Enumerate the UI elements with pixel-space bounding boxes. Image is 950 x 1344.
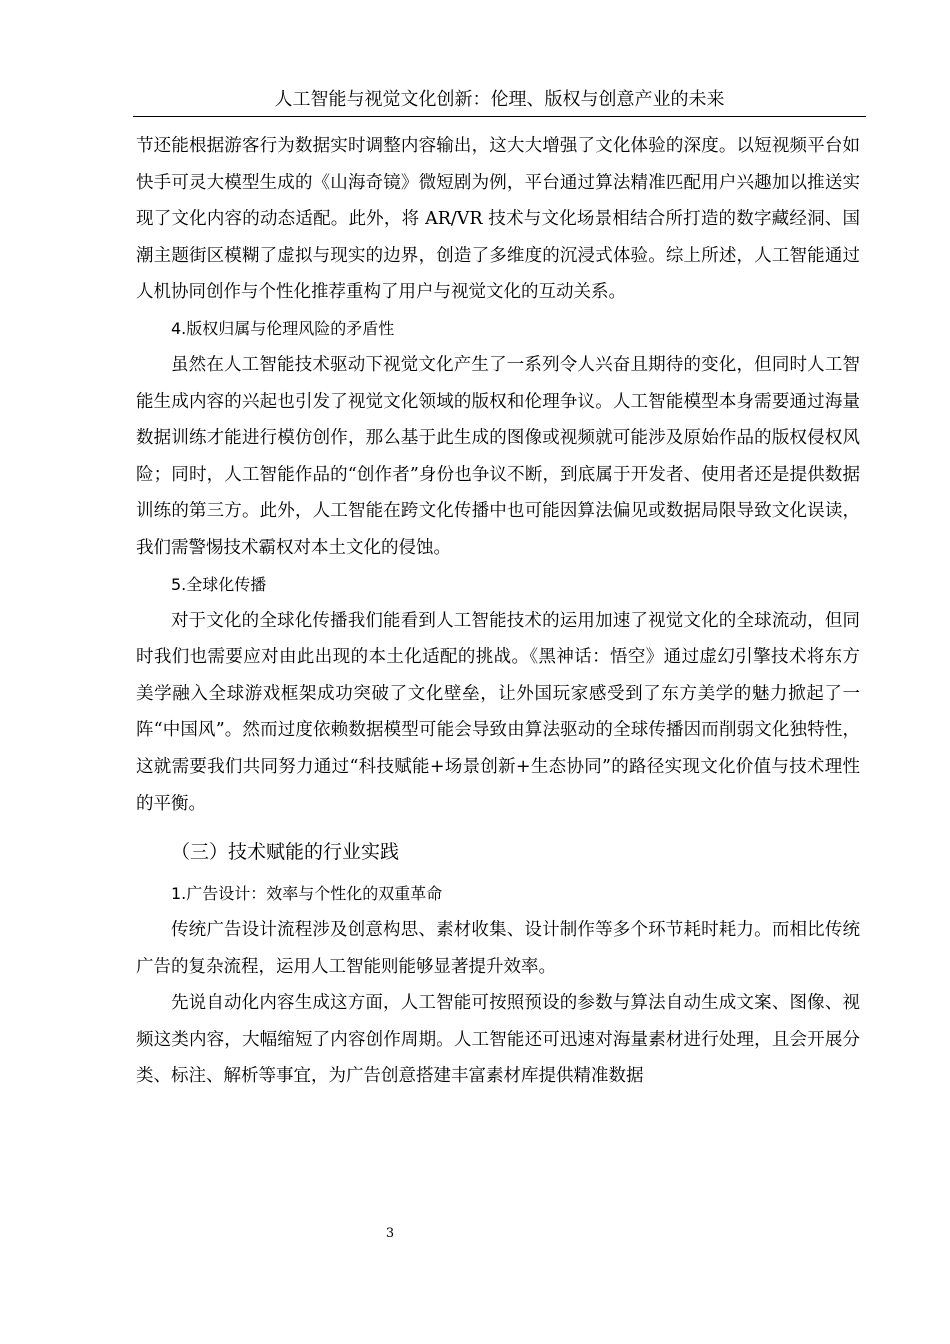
paragraph-continuation: 节还能根据游客行为数据实时调整内容输出，这大大增强了文化体验的深度。以短视频平台如快手可灵大模型生成的《山海奇镜》微短剧为例，平台通过算法精准匹配用户兴趣加以推送实现了文化内容的动态适配。此外，将 AR/VR 技术与文化场景相结合所打造的数字藏经洞、国潮主题街区模糊了虚拟与现实的边界，创造了多维度的沉浸式体验。综上所述，人工智能通过人机协同创作与个性化推荐重构了用户与视觉文化的互动关系。: [136, 136, 860, 303]
running-header: 人工智能与视觉文化创新：伦理、版权与创意产业的未来: [133, 88, 866, 117]
heading-advertising-design: 1.广告设计：效率与个性化的双重革命: [171, 884, 443, 904]
page-body: [136, 128, 860, 1095]
paragraph-advertising-intro: 传统广告设计流程涉及创意构思、素材收集、设计制作等多个环节耗时耗力。而相比传统广告的复杂流程，运用人工智能则能够显著提升效率。: [136, 920, 860, 977]
paragraph-globalization: 对于文化的全球化传播我们能看到人工智能技术的运用加速了视觉文化的全球流动，但同时我们也需要应对由此出现的本土化适配的挑战。《黑神话：悟空》通过虚幻引擎技术将东方美学融入全球游戏框架成功突破了文化壁垒，让外国玩家感受到了东方美学的魅力掀起了一阵“中国风”。然而过度依赖数据模型可能会导致由算法驱动的全球传播因而削弱文化独特性，这就需要我们共同努力通过“科技赋能+场景创新+生态协同”的路径实现文化价值与技术理性的平衡。: [136, 610, 860, 814]
section-heading-industry-practice: （三）技术赋能的行业实践: [171, 841, 400, 864]
heading-globalization: 5.全球化传播: [171, 574, 267, 594]
paragraph-automated-content: 先说自动化内容生成这方面，人工智能可按照预设的参数与算法自动生成文案、图像、视频这类内容，大幅缩短了内容创作周期。人工智能还可迅速对海量素材进行处理，且会开展分类、标注、解析等事宜，为广告创意搭建丰富素材库提供精准数据: [136, 993, 860, 1087]
page-number: 3: [385, 1226, 395, 1241]
heading-copyright-ethics: 4.版权归属与伦理风险的矛盾性: [171, 318, 395, 338]
paragraph-copyright-ethics: 虽然在人工智能技术驱动下视觉文化产生了一系列令人兴奋且期待的变化，但同时人工智能生成内容的兴起也引发了视觉文化领域的版权和伦理争议。人工智能模型本身需要通过海量数据训练才能进行模仿创作，那么基于此生成的图像或视频就可能涉及原始作品的版权侵权风险；同时，人工智能作品的“创作者”身份也争议不断，到底属于开发者、使用者还是提供数据训练的第三方。此外，人工智能在跨文化传播中也可能因算法偏见或数据局限导致文化误读，我们需警惕技术霸权对本土文化的侵蚀。: [136, 354, 860, 558]
